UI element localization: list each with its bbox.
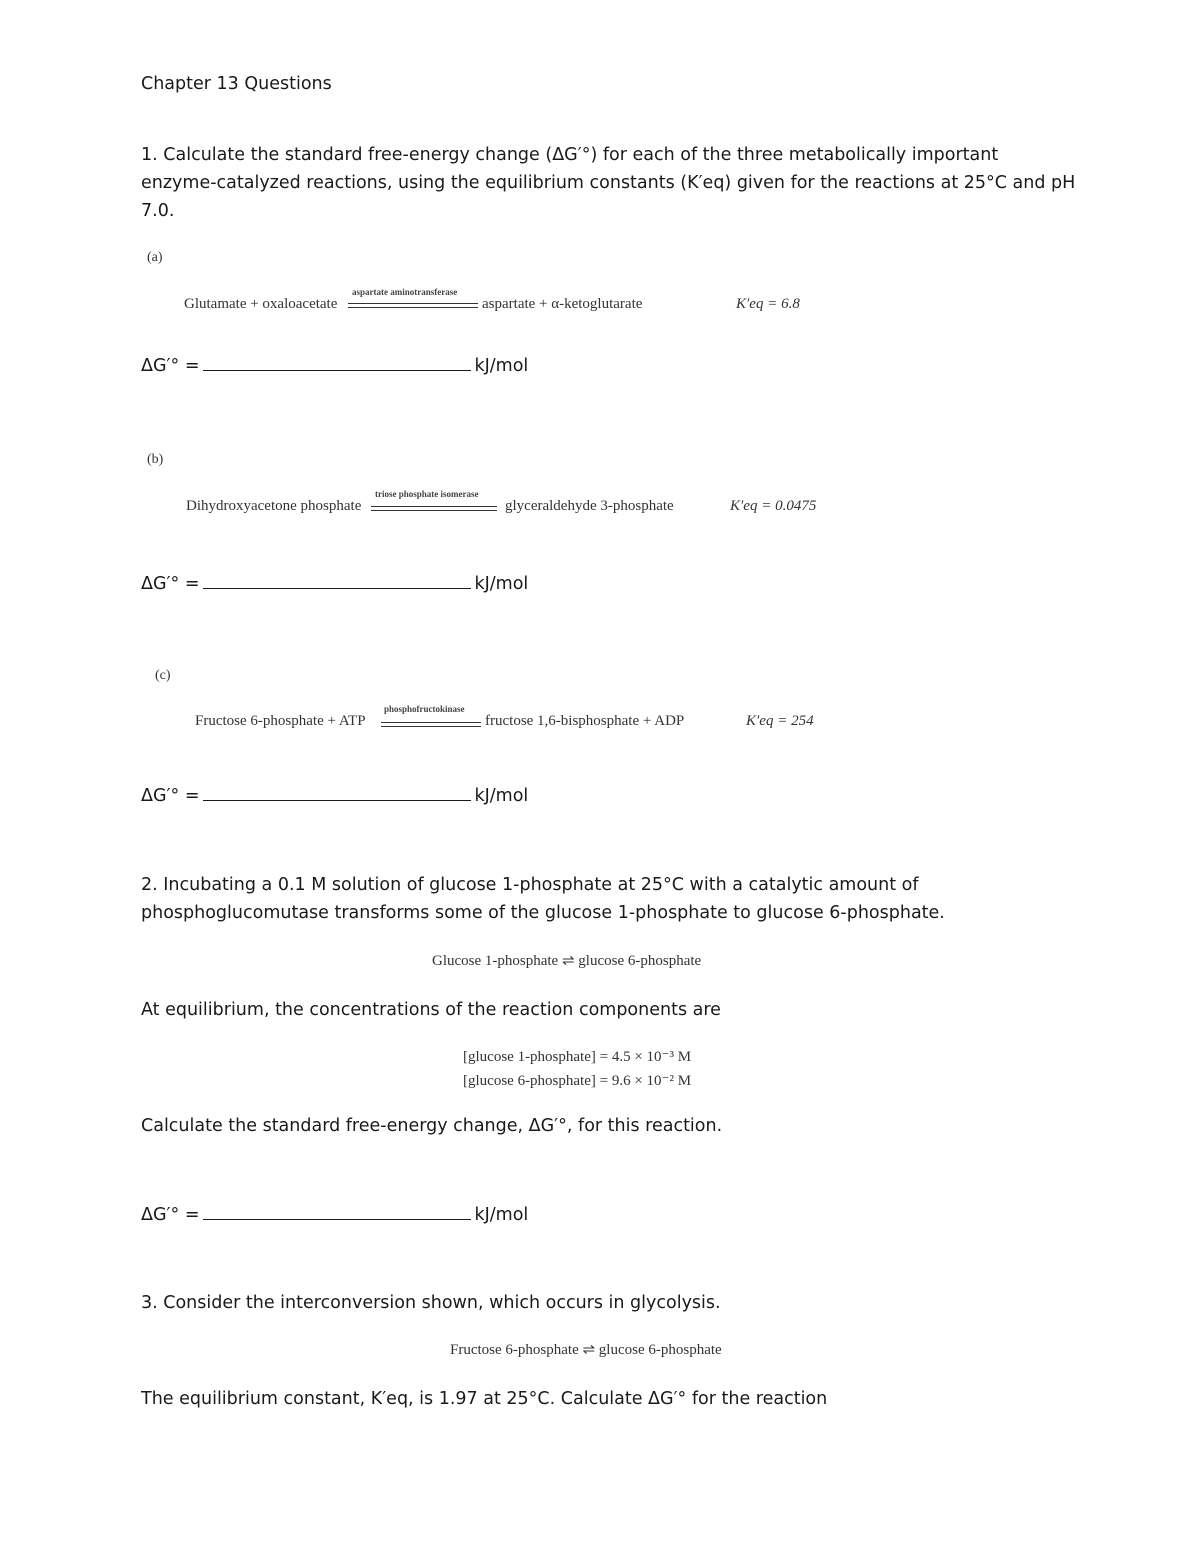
chapter-title: Chapter 13 Questions bbox=[141, 74, 332, 94]
q1-text-1: Calculate the standard free-energy change (ΔG′°) for each of the three metabolically important bbox=[163, 145, 999, 165]
answer-blank-a[interactable] bbox=[203, 352, 471, 371]
part-a-label: (a) bbox=[147, 250, 163, 265]
answer-label: ΔG′° = bbox=[141, 1205, 200, 1225]
answer-blank-c[interactable] bbox=[203, 782, 471, 801]
part-c-product: fructose 1,6-bisphosphate + ADP bbox=[485, 713, 685, 729]
part-a-keq: K′eq = 6.8 bbox=[736, 296, 800, 312]
q2-calculate-text: Calculate the standard free-energy change, ΔG′°, for this reaction. bbox=[141, 1116, 723, 1136]
q1-line-3: 7.0. bbox=[141, 201, 175, 221]
part-b-reactant: Dihydroxyacetone phosphate bbox=[186, 498, 362, 514]
answer-line-q2 bbox=[141, 1201, 528, 1229]
answer-line-c bbox=[141, 782, 528, 810]
answer-unit: kJ/mol bbox=[474, 574, 529, 594]
part-c-enzyme: phosphofructokinase bbox=[384, 704, 465, 714]
equilibrium-arrow-icon bbox=[348, 303, 478, 308]
answer-blank-b[interactable] bbox=[203, 570, 471, 589]
part-b-enzyme: triose phosphate isomerase bbox=[375, 489, 479, 499]
part-c-keq: K′eq = 254 bbox=[746, 713, 814, 729]
answer-unit: kJ/mol bbox=[474, 1205, 529, 1225]
equilibrium-arrow-icon bbox=[371, 506, 497, 511]
answer-label: ΔG′° = bbox=[141, 786, 200, 806]
answer-label: ΔG′° = bbox=[141, 574, 200, 594]
q2-concentration-1: [glucose 1-phosphate] = 4.5 × 10⁻³ M bbox=[463, 1049, 692, 1065]
part-b-keq: K′eq = 0.0475 bbox=[730, 498, 817, 514]
q1-number: 1. bbox=[141, 145, 158, 165]
q2-reaction: Glucose 1-phosphate ⇌ glucose 6-phosphate bbox=[432, 953, 702, 969]
q1-line-1 bbox=[141, 141, 998, 169]
q2-equilibrium-text: At equilibrium, the concentrations of the reaction components are bbox=[141, 1000, 721, 1020]
answer-unit: kJ/mol bbox=[474, 356, 529, 376]
answer-blank-q2[interactable] bbox=[203, 1201, 471, 1220]
answer-unit: kJ/mol bbox=[474, 786, 529, 806]
equilibrium-arrow-icon bbox=[381, 722, 481, 727]
q2-concentration-2: [glucose 6-phosphate] = 9.6 × 10⁻² M bbox=[463, 1073, 692, 1089]
part-c-label: (c) bbox=[155, 668, 171, 683]
answer-line-a bbox=[141, 352, 528, 380]
q2-line-1: 2. Incubating a 0.1 M solution of glucose 1-phosphate at 25°C with a catalytic amount of bbox=[141, 875, 919, 895]
part-b-product: glyceraldehyde 3-phosphate bbox=[505, 498, 674, 514]
part-c-reactant: Fructose 6-phosphate + ATP bbox=[195, 713, 366, 729]
part-a-enzyme: aspartate aminotransferase bbox=[352, 287, 458, 297]
part-b-label: (b) bbox=[147, 452, 164, 467]
q3-reaction: Fructose 6-phosphate ⇌ glucose 6-phosphate bbox=[450, 1342, 722, 1358]
answer-label: ΔG′° = bbox=[141, 356, 200, 376]
part-a-product: aspartate + α-ketoglutarate bbox=[482, 296, 643, 312]
answer-line-b bbox=[141, 570, 528, 598]
q1-line-2: enzyme-catalyzed reactions, using the equilibrium constants (K′eq) given for the reactions at 25°C and pH bbox=[141, 173, 1076, 193]
q3-line-2: The equilibrium constant, K′eq, is 1.97 at 25°C. Calculate ΔG′° for the reaction bbox=[141, 1389, 828, 1409]
q3-line-1: 3. Consider the interconversion shown, which occurs in glycolysis. bbox=[141, 1293, 721, 1313]
part-a-reactant: Glutamate + oxaloacetate bbox=[184, 296, 338, 312]
q2-line-2: phosphoglucomutase transforms some of the glucose 1-phosphate to glucose 6-phosphate. bbox=[141, 903, 945, 923]
